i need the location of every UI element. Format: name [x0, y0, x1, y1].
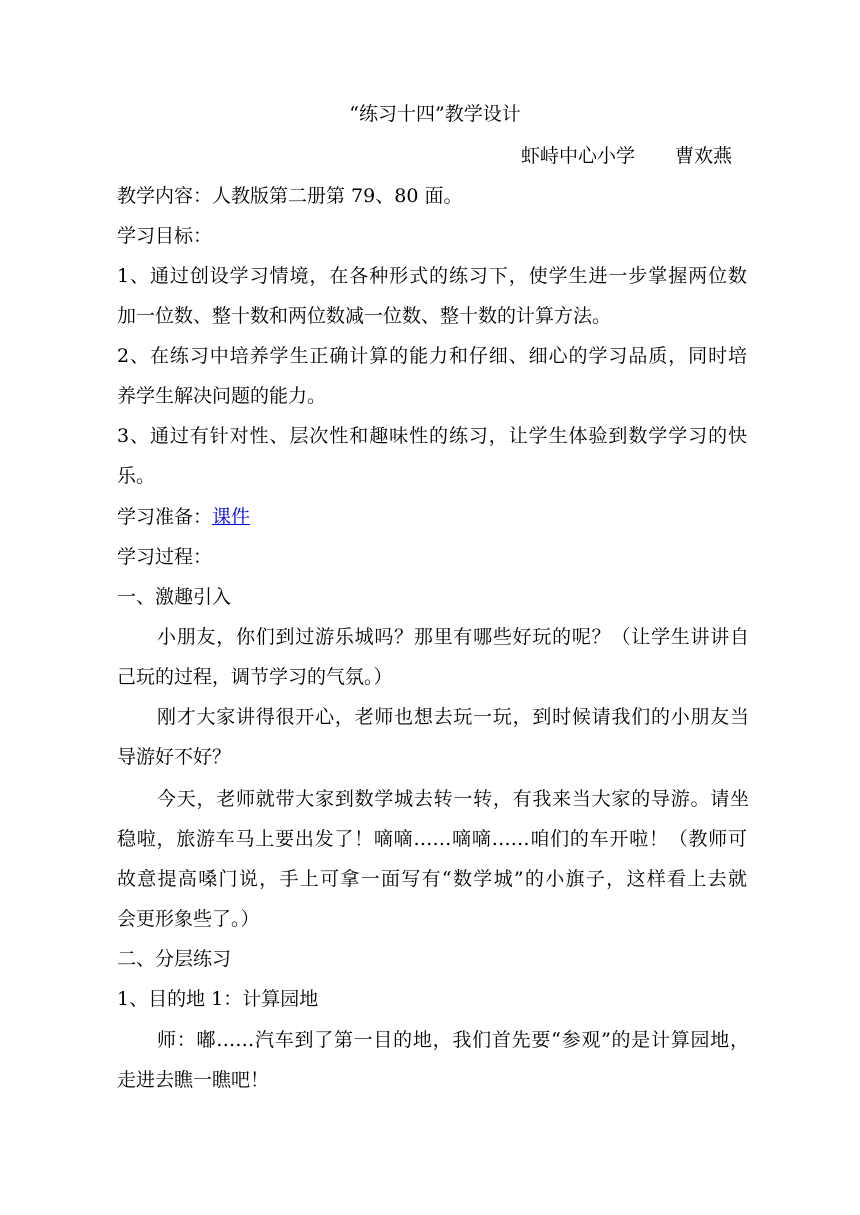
paragraph-1-line-2: 己玩的过程，调节学习的气氛。） — [117, 666, 393, 688]
goal-1-line-2: 加一位数、整十数和两位数减一位数、整十数的计算方法。 — [117, 305, 612, 327]
subsection-1-heading: 1、目的地 1：计算园地 — [117, 988, 319, 1010]
paragraph-4-line-1: 师：嘟……汽车到了第一目的地，我们首先要“参观”的是计算园地， — [157, 1029, 749, 1051]
content-text: 人教版第二册第 79、80 面。 — [212, 185, 463, 207]
goal-2-line-2: 养学生解决问题的能力。 — [117, 385, 327, 407]
process-heading: 学习过程： — [117, 546, 213, 568]
paragraph-1-line-1: 小朋友，你们到过游乐城吗？那里有哪些好玩的呢？（让学生讲讲自 — [157, 626, 749, 648]
paragraph-3-line-3: 故意提高嗓门说，手上可拿一面写有“数学城”的小旗子，这样看上去就 — [117, 868, 747, 890]
section-2-heading: 二、分层练习 — [117, 948, 232, 970]
goal-3-line-2: 乐。 — [117, 465, 156, 487]
author-line — [0, 143, 860, 169]
goal-1-line-1: 1、通过创设学习情境，在各种形式的练习下，使学生进一步掌握两位数 — [117, 265, 747, 287]
paragraph-2-line-1: 刚才大家讲得很开心，老师也想去玩一玩，到时候请我们的小朋友当 — [157, 706, 749, 728]
paragraph-4-line-2: 走进去瞧一瞧吧！ — [117, 1069, 270, 1091]
school-name: 虾峙中心小学 — [520, 145, 635, 167]
preparation — [117, 504, 747, 530]
goals-heading: 学习目标： — [117, 225, 213, 247]
paragraph-3-line-4: 会更形象些了。） — [117, 908, 260, 930]
courseware-link[interactable]: 课件 — [212, 506, 251, 528]
prep-label: 学习准备： — [117, 506, 213, 528]
paragraph-3-line-2: 稳啦，旅游车马上要出发了！嘀嘀……嘀嘀……咱们的车开啦！（教师可 — [117, 828, 747, 850]
paragraph-3-line-1: 今天，老师就带大家到数学城去转一转，有我来当大家的导游。请坐 — [157, 788, 749, 810]
teaching-content — [117, 183, 747, 209]
section-1-heading: 一、激趣引入 — [117, 586, 232, 608]
paragraph-2-line-2: 导游好不好？ — [117, 746, 232, 768]
content-label: 教学内容： — [117, 185, 213, 207]
goal-3-line-1: 3、通过有针对性、层次性和趣味性的练习，让学生体验到数学学习的快 — [117, 425, 747, 447]
document-title: “练习十四”教学设计 — [349, 103, 521, 125]
author-name: 曹欢燕 — [674, 145, 732, 167]
goal-2-line-1: 2、在练习中培养学生正确计算的能力和仔细、细心的学习品质，同时培 — [117, 345, 747, 367]
